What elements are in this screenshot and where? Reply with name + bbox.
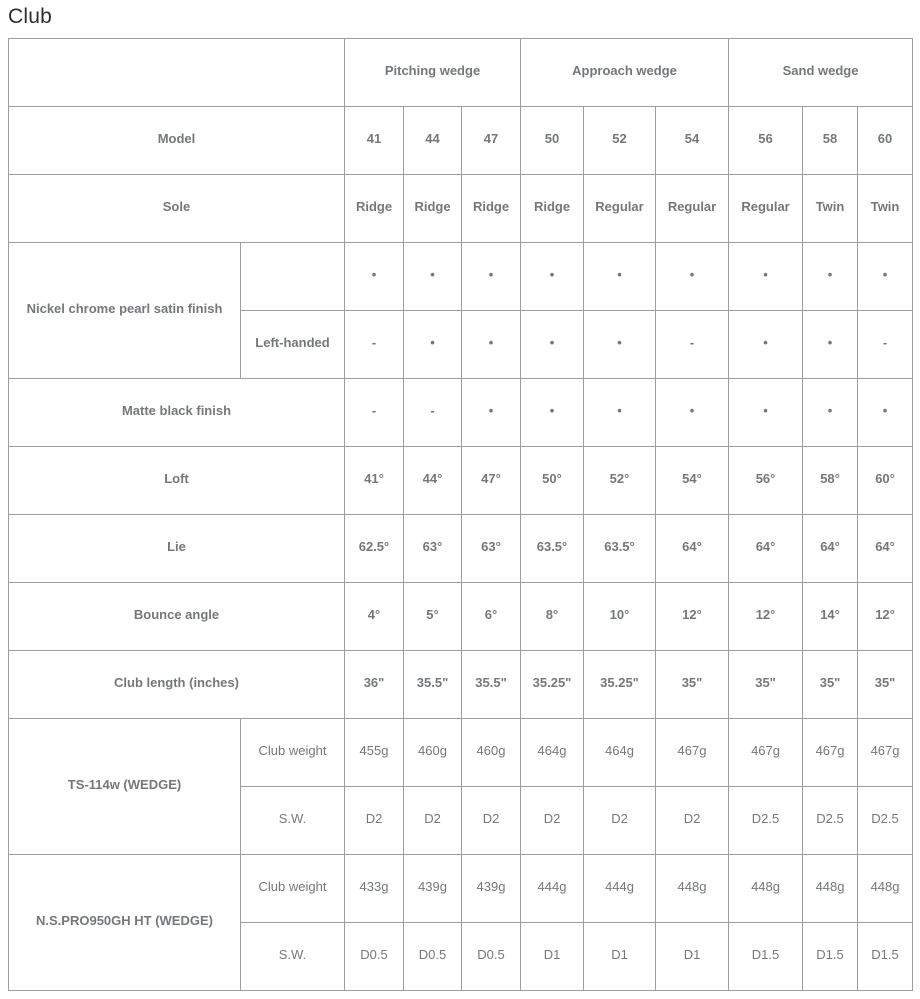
spec-value-cell: Twin bbox=[858, 175, 913, 243]
spec-value-cell: • bbox=[803, 243, 858, 311]
row-label-matte-black-finish: Matte black finish bbox=[9, 379, 345, 447]
spec-value-cell: 12° bbox=[729, 583, 803, 651]
spec-value-cell: D1.5 bbox=[803, 923, 858, 991]
spec-value-cell: D0.5 bbox=[462, 923, 521, 991]
spec-value-cell: D2 bbox=[656, 787, 729, 855]
corner-cell bbox=[9, 39, 345, 107]
spec-value-cell: • bbox=[656, 379, 729, 447]
table-row-lie bbox=[9, 515, 913, 583]
spec-value-cell: • bbox=[858, 243, 913, 311]
spec-value-cell: • bbox=[404, 243, 462, 311]
spec-value-cell: 63.5° bbox=[521, 515, 584, 583]
spec-value-cell: 8° bbox=[521, 583, 584, 651]
spec-value-cell: - bbox=[656, 311, 729, 379]
column-group-sand-wedge: Sand wedge bbox=[729, 39, 913, 107]
column-group-row bbox=[9, 39, 913, 107]
spec-value-cell: 35" bbox=[803, 651, 858, 719]
spec-value-cell: Regular bbox=[584, 175, 656, 243]
row-sublabel-blank bbox=[241, 243, 345, 311]
row-label-ts-114w-wedge: TS-114w (WEDGE) bbox=[9, 719, 241, 855]
spec-value-cell: 64° bbox=[803, 515, 858, 583]
spec-value-cell: 64° bbox=[656, 515, 729, 583]
table-row-sole bbox=[9, 175, 913, 243]
spec-value-cell: D0.5 bbox=[404, 923, 462, 991]
spec-value-cell: Ridge bbox=[462, 175, 521, 243]
spec-value-cell: 464g bbox=[521, 719, 584, 787]
spec-value-cell: D1.5 bbox=[858, 923, 913, 991]
spec-value-cell: 460g bbox=[404, 719, 462, 787]
spec-value-cell: Ridge bbox=[345, 175, 404, 243]
spec-value-cell: • bbox=[521, 311, 584, 379]
spec-value-cell: • bbox=[462, 243, 521, 311]
spec-value-cell: • bbox=[729, 379, 803, 447]
spec-value-cell: • bbox=[462, 379, 521, 447]
spec-value-cell: - bbox=[858, 311, 913, 379]
spec-value-cell: 467g bbox=[803, 719, 858, 787]
spec-value-cell: - bbox=[345, 379, 404, 447]
spec-value-cell: 5° bbox=[404, 583, 462, 651]
spec-value-cell: 4° bbox=[345, 583, 404, 651]
spec-value-cell: 63° bbox=[404, 515, 462, 583]
spec-value-cell: 52 bbox=[584, 107, 656, 175]
table-row-loft bbox=[9, 447, 913, 515]
spec-value-cell: • bbox=[521, 379, 584, 447]
spec-value-cell: 35.25" bbox=[584, 651, 656, 719]
spec-value-cell: 467g bbox=[729, 719, 803, 787]
table-row-bounce-angle bbox=[9, 583, 913, 651]
row-label-loft: Loft bbox=[9, 447, 345, 515]
spec-value-cell: • bbox=[729, 243, 803, 311]
spec-value-cell: 47° bbox=[462, 447, 521, 515]
spec-value-cell: 54° bbox=[656, 447, 729, 515]
row-sublabel-s-w: S.W. bbox=[241, 787, 345, 855]
spec-value-cell: Ridge bbox=[521, 175, 584, 243]
spec-value-cell: 63° bbox=[462, 515, 521, 583]
spec-value-cell: D1.5 bbox=[729, 923, 803, 991]
spec-value-cell: • bbox=[584, 379, 656, 447]
spec-value-cell: 6° bbox=[462, 583, 521, 651]
table-row-ts-114w-wedge bbox=[9, 719, 913, 787]
spec-value-cell: 52° bbox=[584, 447, 656, 515]
spec-value-cell: 47 bbox=[462, 107, 521, 175]
table-row-matte-black-finish bbox=[9, 379, 913, 447]
spec-value-cell: 64° bbox=[858, 515, 913, 583]
page-title: Club bbox=[8, 5, 52, 28]
spec-value-cell: 448g bbox=[803, 855, 858, 923]
spec-value-cell: 50° bbox=[521, 447, 584, 515]
spec-value-cell: 58 bbox=[803, 107, 858, 175]
spec-value-cell: 56 bbox=[729, 107, 803, 175]
spec-value-cell: Regular bbox=[656, 175, 729, 243]
column-group-pitching-wedge: Pitching wedge bbox=[345, 39, 521, 107]
spec-value-cell: 467g bbox=[858, 719, 913, 787]
spec-value-cell: 41° bbox=[345, 447, 404, 515]
spec-value-cell: 41 bbox=[345, 107, 404, 175]
spec-value-cell: - bbox=[404, 379, 462, 447]
spec-value-cell: 64° bbox=[729, 515, 803, 583]
spec-value-cell: • bbox=[858, 379, 913, 447]
row-label-bounce-angle: Bounce angle bbox=[9, 583, 345, 651]
spec-value-cell: D0.5 bbox=[345, 923, 404, 991]
spec-value-cell: D2.5 bbox=[858, 787, 913, 855]
table-row-model bbox=[9, 107, 913, 175]
spec-value-cell: D2 bbox=[521, 787, 584, 855]
spec-value-cell: 36" bbox=[345, 651, 404, 719]
spec-value-cell: 14° bbox=[803, 583, 858, 651]
table-row-nickel-chrome-pearl-satin-finish bbox=[9, 243, 913, 311]
spec-value-cell: D1 bbox=[584, 923, 656, 991]
spec-value-cell: 448g bbox=[729, 855, 803, 923]
row-sublabel-club-weight: Club weight bbox=[241, 719, 345, 787]
spec-value-cell: 448g bbox=[858, 855, 913, 923]
row-label-model: Model bbox=[9, 107, 345, 175]
table-row-n-s-pro950gh-ht-wedge bbox=[9, 855, 913, 923]
column-group-approach-wedge: Approach wedge bbox=[521, 39, 729, 107]
spec-value-cell: 444g bbox=[584, 855, 656, 923]
spec-value-cell: - bbox=[345, 311, 404, 379]
row-label-nickel-chrome-pearl-satin-finish: Nickel chrome pearl satin finish bbox=[9, 243, 241, 379]
spec-value-cell: D2 bbox=[404, 787, 462, 855]
spec-value-cell: 460g bbox=[462, 719, 521, 787]
spec-value-cell: 467g bbox=[656, 719, 729, 787]
spec-value-cell: • bbox=[345, 243, 404, 311]
spec-value-cell: 12° bbox=[656, 583, 729, 651]
spec-value-cell: 35.5" bbox=[404, 651, 462, 719]
spec-value-cell: 54 bbox=[656, 107, 729, 175]
row-sublabel-left-handed: Left-handed bbox=[241, 311, 345, 379]
spec-value-cell: • bbox=[584, 243, 656, 311]
spec-value-cell: • bbox=[729, 311, 803, 379]
club-table-body bbox=[9, 39, 913, 991]
spec-value-cell: 44° bbox=[404, 447, 462, 515]
row-sublabel-club-weight: Club weight bbox=[241, 855, 345, 923]
spec-value-cell: 448g bbox=[656, 855, 729, 923]
spec-value-cell: D1 bbox=[521, 923, 584, 991]
spec-value-cell: • bbox=[803, 311, 858, 379]
spec-value-cell: • bbox=[656, 243, 729, 311]
spec-value-cell: 44 bbox=[404, 107, 462, 175]
spec-value-cell: 35.25" bbox=[521, 651, 584, 719]
spec-value-cell: D2 bbox=[584, 787, 656, 855]
spec-value-cell: 35.5" bbox=[462, 651, 521, 719]
spec-value-cell: 56° bbox=[729, 447, 803, 515]
row-label-n-s-pro950gh-ht-wedge: N.S.PRO950GH HT (WEDGE) bbox=[9, 855, 241, 991]
spec-value-cell: D2 bbox=[345, 787, 404, 855]
spec-value-cell: Regular bbox=[729, 175, 803, 243]
row-sublabel-s-w: S.W. bbox=[241, 923, 345, 991]
spec-value-cell: 464g bbox=[584, 719, 656, 787]
spec-value-cell: D2.5 bbox=[729, 787, 803, 855]
spec-value-cell: 433g bbox=[345, 855, 404, 923]
spec-value-cell: 439g bbox=[462, 855, 521, 923]
spec-value-cell: 439g bbox=[404, 855, 462, 923]
spec-value-cell: • bbox=[521, 243, 584, 311]
spec-value-cell: • bbox=[584, 311, 656, 379]
spec-value-cell: 12° bbox=[858, 583, 913, 651]
spec-value-cell: 60° bbox=[858, 447, 913, 515]
spec-value-cell: D2 bbox=[462, 787, 521, 855]
row-label-lie: Lie bbox=[9, 515, 345, 583]
row-label-club-length-inches: Club length (inches) bbox=[9, 651, 345, 719]
spec-value-cell: 50 bbox=[521, 107, 584, 175]
spec-value-cell: • bbox=[404, 311, 462, 379]
spec-value-cell: D1 bbox=[656, 923, 729, 991]
table-row-club-length-inches bbox=[9, 651, 913, 719]
spec-value-cell: 455g bbox=[345, 719, 404, 787]
row-label-sole: Sole bbox=[9, 175, 345, 243]
spec-value-cell: 444g bbox=[521, 855, 584, 923]
spec-value-cell: 35" bbox=[656, 651, 729, 719]
spec-value-cell: 60 bbox=[858, 107, 913, 175]
spec-value-cell: Ridge bbox=[404, 175, 462, 243]
spec-value-cell: • bbox=[803, 379, 858, 447]
spec-value-cell: 63.5° bbox=[584, 515, 656, 583]
spec-value-cell: 62.5° bbox=[345, 515, 404, 583]
spec-value-cell: Twin bbox=[803, 175, 858, 243]
spec-value-cell: D2.5 bbox=[803, 787, 858, 855]
club-spec-table bbox=[8, 38, 913, 991]
spec-value-cell: 35" bbox=[858, 651, 913, 719]
spec-value-cell: 35" bbox=[729, 651, 803, 719]
spec-value-cell: • bbox=[462, 311, 521, 379]
spec-value-cell: 10° bbox=[584, 583, 656, 651]
spec-value-cell: 58° bbox=[803, 447, 858, 515]
